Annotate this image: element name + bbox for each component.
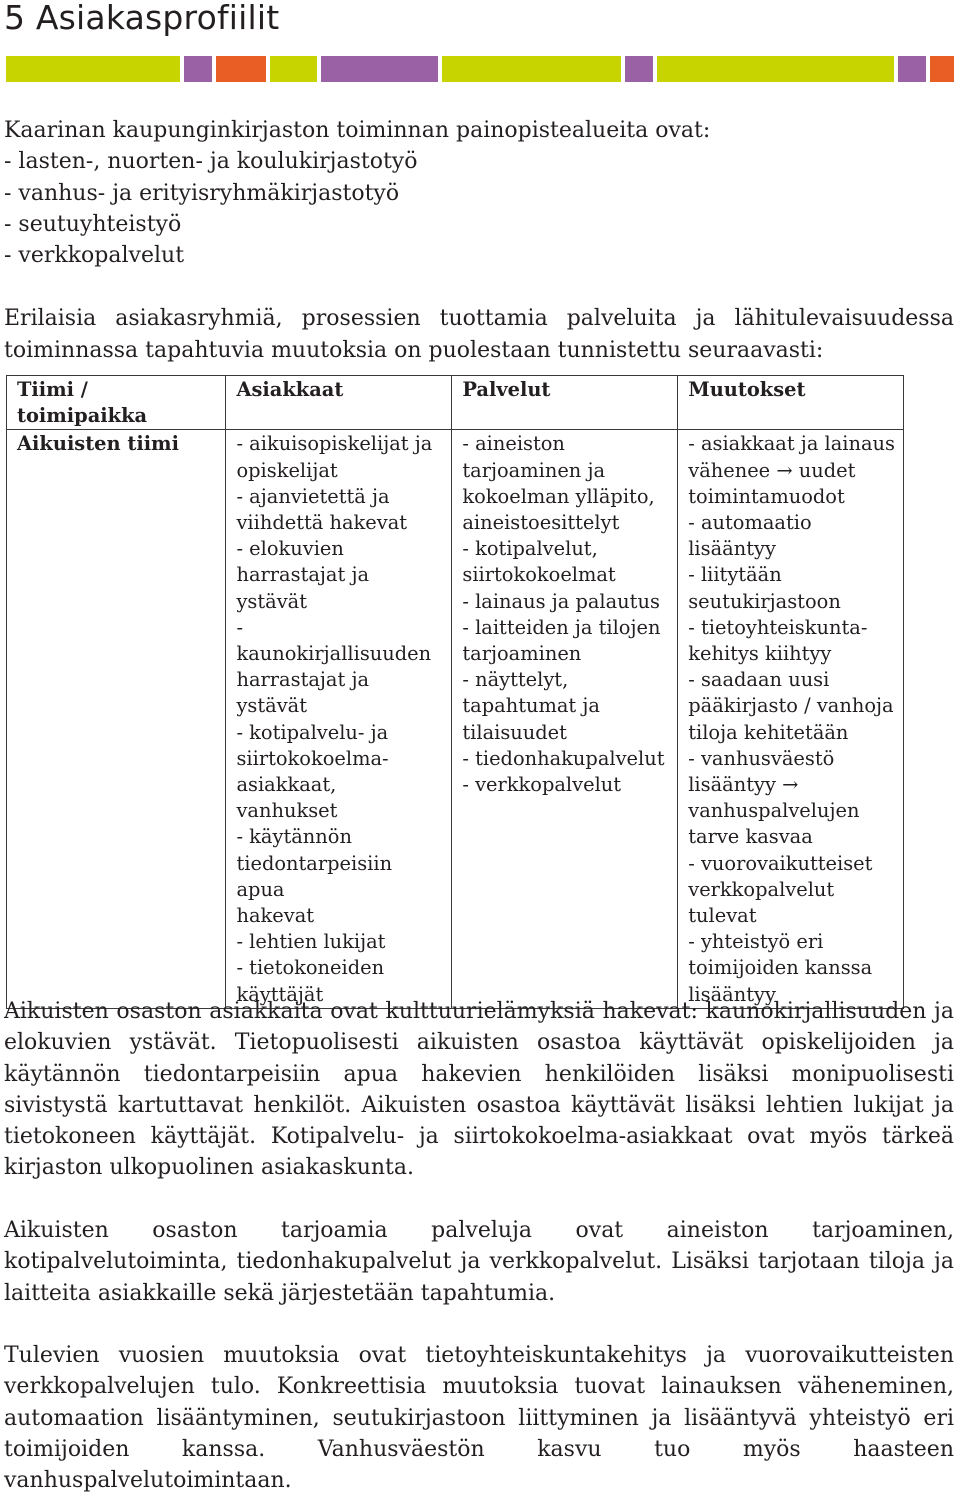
- body-paragraph: Tulevien vuosien muutoksia ovat tietoyhteiskuntakehitys ja vuorovaikutteisten verkkopalvelujen tulo. Konkreettisia muutoksia tuovat lainauksen väheneminen, automaation lisääntyminen, seutukirjastoon liittyminen ja lisääntyvä yhteistyö eri toimijoiden kanssa. Vanhusväestön kasvu tuo myös haasteen vanhuspalvelutoimintaan.: [4, 1343, 954, 1494]
- cell-line: - yhteistyö eri: [688, 930, 824, 954]
- focus-area-item: - seutuyhteistyö: [4, 211, 182, 237]
- cell-line: tarve kasvaa: [688, 825, 813, 849]
- cell-line: - ajanvietettä ja: [236, 484, 390, 508]
- cell-line: asiakkaat, vanhukset: [236, 773, 338, 823]
- table-lead-paragraph: Erilaisia asiakasryhmiä, prosessien tuottamia palveluita ja lähitulevaisuudessa toiminnassa tapahtuvia muutoksia on puolestaan tunnistettu seuraavasti:: [4, 306, 954, 363]
- customers-cell: [226, 430, 452, 1008]
- color-bar-purple-segment: [321, 56, 438, 82]
- cell-line: kokoelman ylläpito,: [462, 484, 655, 508]
- services-cell: [452, 430, 678, 1008]
- color-bar-green-segment: [270, 56, 318, 82]
- cell-line: - kotipalvelut,: [462, 537, 598, 561]
- customer-profile-table: [6, 375, 904, 1009]
- cell-line: - asiakkaat ja lainaus: [688, 432, 895, 456]
- color-bar-green-segment: [442, 56, 620, 82]
- cell-line: tarjoaminen ja: [462, 458, 606, 482]
- cell-line: - käytännön: [236, 825, 352, 849]
- table-row: [7, 430, 904, 1008]
- cell-line: tiloja kehitetään: [688, 720, 849, 744]
- body-paragraph: Aikuisten osaston tarjoamia palveluja ovat aineiston tarjoaminen, kotipalvelutoiminta, tiedonhakupalvelut ja verkkopalvelut. Lisäksi tarjotaan tiloja ja laitteita asiakkaille sekä järjestetään tapahtumia.: [4, 1218, 954, 1306]
- team-cell: Aikuisten tiimi: [7, 430, 226, 1008]
- cell-line: siirtokokoelma-: [236, 746, 389, 770]
- focus-area-item: - verkkopalvelut: [4, 243, 185, 269]
- decorative-color-bar: [6, 56, 954, 82]
- cell-line: - tiedonhakupalvelut: [462, 746, 665, 770]
- cell-line: - lainaus ja palautus: [462, 589, 660, 613]
- table-header-row: [7, 376, 904, 430]
- cell-line: - automaatio: [688, 511, 812, 535]
- cell-line: tulevat: [688, 904, 757, 928]
- changes-paragraph: [4, 1340, 954, 1496]
- cell-line: lisääntyy: [688, 982, 776, 1006]
- cell-line: - tietoyhteiskunta-: [688, 615, 868, 639]
- cell-line: - aikuisopiskelijat ja: [236, 432, 433, 456]
- color-bar-orange-segment: [930, 56, 954, 82]
- focus-area-item: - lasten-, nuorten- ja koulukirjastotyö: [4, 149, 418, 175]
- color-bar-orange-segment: [216, 56, 266, 82]
- cell-line: lisääntyy: [688, 537, 776, 561]
- cell-line: - tietokoneiden: [236, 956, 385, 980]
- cell-line: vähenee → uudet: [688, 458, 856, 482]
- cell-line: - kotipalvelu- ja: [236, 720, 389, 744]
- cell-line: kehitys kiihtyy: [688, 642, 832, 666]
- cell-line: vanhuspalvelujen: [688, 799, 860, 823]
- focus-area-item: - vanhus- ja erityisryhmäkirjastotyö: [4, 180, 400, 206]
- cell-line: pääkirjasto / vanhoja: [688, 694, 894, 718]
- color-bar-purple-segment: [625, 56, 653, 82]
- cell-line: käyttäjät: [236, 982, 324, 1006]
- cell-line: - liitytään: [688, 563, 782, 587]
- cell-line: hakevat: [236, 904, 315, 928]
- cell-line: tarjoaminen: [462, 642, 582, 666]
- color-bar-green-segment: [657, 56, 895, 82]
- focus-areas: [4, 115, 954, 271]
- services-paragraph: [4, 1215, 954, 1309]
- cell-line: toimijoiden kanssa: [688, 956, 873, 980]
- cell-line: toimintamuodot: [688, 484, 845, 508]
- color-bar-purple-segment: [898, 56, 926, 82]
- header-services: Palvelut: [452, 376, 678, 430]
- color-bar-green-segment: [6, 56, 180, 82]
- cell-line: viihdettä hakevat: [236, 511, 408, 535]
- cell-line: tiedontarpeisiin apua: [236, 851, 393, 901]
- cell-line: - laitteiden ja tilojen: [462, 615, 661, 639]
- focus-areas-heading: Kaarinan kaupunginkirjaston toiminnan painopistealueita ovat:: [4, 118, 711, 143]
- cell-line: - saadaan uusi: [688, 668, 830, 692]
- page-title: 5 Asiakasprofiilit: [4, 0, 280, 37]
- cell-line: - vanhusväestö: [688, 746, 835, 770]
- body-paragraph: Aikuisten osaston asiakkaita ovat kulttuurielämyksiä hakevat: kaunokirjallisuuden ja elokuvien ystävät. Tietopuolisesti aikuisten osastoa käyttävät opiskelijoiden ja käytännön tiedontarpeisiin apua hakevien henkilöiden lisäksi monipuolisesti sivistystä kartuttavat henkilöt. Aikuisten osastoa käyttävät lisäksi lehtien lukijat ja tietokoneen käyttäjät. Kotipalvelu- ja siirtokokoelma-asiakkaat ovat myös tärkeä kirjaston ulkopuolinen asiakaskunta.: [4, 999, 954, 1181]
- cell-line: harrastajat ja ystävät: [236, 563, 370, 613]
- cell-line: - verkkopalvelut: [462, 773, 622, 797]
- cell-line: seutukirjastoon: [688, 589, 841, 613]
- color-bar-purple-segment: [184, 56, 212, 82]
- cell-line: - aineiston: [462, 432, 565, 456]
- cell-line: aineistoesittelyt: [462, 511, 620, 535]
- cell-line: - näyttelyt,: [462, 668, 569, 692]
- cell-line: - kaunokirjallisuuden: [236, 615, 432, 666]
- cell-line: siirtokokoelmat: [462, 563, 616, 587]
- cell-line: opiskelijat: [236, 458, 338, 482]
- cell-line: - lehtien lukijat: [236, 930, 386, 954]
- changes-cell: [678, 430, 904, 1008]
- cell-line: tilaisuudet: [462, 720, 567, 744]
- customers-paragraph: [4, 996, 954, 1184]
- cell-line: lisääntyy →: [688, 773, 799, 797]
- cell-line: harrastajat ja ystävät: [236, 668, 370, 718]
- header-customers: Asiakkaat: [226, 376, 452, 430]
- cell-line: - vuorovaikutteiset: [688, 851, 873, 875]
- cell-line: tapahtumat ja: [462, 694, 600, 718]
- cell-line: - elokuvien: [236, 537, 344, 561]
- header-changes: Muutokset: [678, 376, 904, 430]
- cell-line: verkkopalvelut: [688, 877, 835, 901]
- header-team: Tiimi / toimipaikka: [7, 376, 226, 430]
